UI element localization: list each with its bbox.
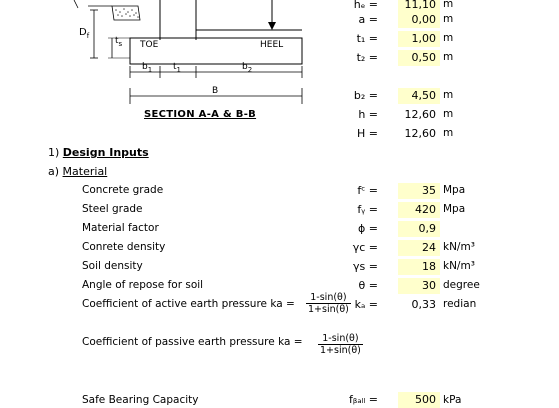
ka-label: Coefficient of active earth pressure ka = [82, 298, 295, 310]
material-value-cell[interactable]: 24 [398, 240, 440, 256]
heel-label: HEEL [260, 40, 284, 50]
bearing-unit: kPa [443, 394, 462, 406]
material-unit: Mpa [443, 203, 466, 215]
b1-subscript: 1 [147, 65, 153, 74]
b2-subscript: 2 [247, 65, 253, 74]
bearing-symbol: fᵦₐₗₗ = [349, 393, 378, 406]
geo-param-symbol: t₂ = [356, 51, 378, 64]
geo-param-symbol: a = [358, 13, 378, 26]
geo-param-symbol: h = [358, 108, 378, 121]
b2-symbol: b [242, 62, 248, 72]
material-value-cell[interactable]: 30 [398, 278, 440, 294]
subsection-a-heading [48, 165, 107, 178]
geo-param-value[interactable]: 0,50 [398, 50, 440, 66]
ka-symbol: kₐ = [354, 298, 378, 311]
geo-param-value: 12,60 [404, 127, 436, 140]
ka-numerator: 1-sin(θ) [306, 292, 351, 304]
geo-param-value[interactable]: 11,10 [398, 0, 440, 13]
geo-param-value: 12,60 [404, 108, 436, 121]
ts-subscript: s [118, 39, 123, 48]
geo-param-unit: m [443, 13, 454, 25]
retaining-wall-section-diagram [0, 0, 330, 125]
kp-label: Coefficient of passive earth pressure ka = [82, 336, 303, 348]
material-symbol: fᵧ = [357, 203, 378, 216]
geo-param-unit: m [443, 51, 454, 63]
material-unit: degree [443, 279, 480, 291]
geo-param-value[interactable]: 1,00 [398, 31, 440, 47]
material-symbol: fᶜ = [357, 184, 378, 197]
b1-label [142, 62, 152, 74]
geo-param-symbol: t₁ = [356, 32, 378, 45]
section-1-title: Design Inputs [62, 146, 149, 159]
df-label [79, 27, 89, 40]
bearing-label: Safe Bearing Capacity [82, 394, 199, 406]
ts-label [115, 36, 122, 48]
t1-symbol: t [173, 62, 177, 72]
material-label: Material factor [82, 222, 159, 234]
geo-param-symbol: b₂ = [353, 89, 378, 102]
geo-param-unit: m [443, 108, 454, 120]
ts-symbol: t [115, 36, 119, 46]
material-value-cell[interactable]: 0,9 [398, 221, 440, 237]
kp-denominator: 1+sin(θ) [320, 345, 361, 356]
material-symbol: ϕ = [358, 222, 378, 235]
material-unit: kN/m³ [443, 260, 475, 272]
section-title: SECTION A-A & B-B [144, 109, 257, 120]
material-label: Conrete density [82, 241, 166, 253]
geo-param-unit: m [443, 89, 454, 101]
material-symbol: θ = [358, 279, 378, 292]
ka-denominator: 1+sin(θ) [308, 304, 349, 315]
t1-label [173, 62, 181, 74]
ka-value: 0,33 [411, 298, 436, 311]
material-symbol: γc = [352, 241, 378, 254]
material-value-cell[interactable]: 420 [398, 202, 440, 218]
geo-param-value[interactable]: 0,00 [398, 12, 440, 28]
b-label: B [212, 86, 219, 96]
t1-subscript: 1 [176, 65, 181, 74]
material-label: Soil density [82, 260, 143, 272]
geo-param-unit: m [443, 0, 454, 10]
material-unit: kN/m³ [443, 241, 475, 253]
b1-symbol: b [142, 62, 148, 72]
section-1-heading [48, 146, 149, 159]
material-unit: Mpa [443, 184, 466, 196]
ka-unit: redian [443, 298, 477, 310]
geo-param-value[interactable]: 4,50 [398, 88, 440, 104]
kp-fraction [318, 333, 363, 356]
material-label: Concrete grade [82, 184, 164, 196]
b2-label [242, 62, 252, 74]
material-symbol: γs = [353, 260, 378, 273]
subsection-a-letter: a) [48, 165, 60, 178]
geo-param-symbol: hₑ = [353, 0, 378, 11]
geo-param-unit: m [443, 127, 454, 139]
material-value-cell[interactable]: 35 [398, 183, 440, 199]
soil-hatch [112, 6, 140, 20]
material-label: Angle of repose for soil [82, 279, 204, 291]
toe-label: TOE [140, 40, 159, 50]
subsection-a-title: Material [62, 165, 108, 178]
kp-numerator: 1-sin(θ) [318, 333, 363, 345]
material-value-cell[interactable]: 18 [398, 259, 440, 275]
material-label: Steel grade [82, 203, 143, 215]
df-subscript: f [86, 32, 90, 40]
geo-param-symbol: H = [357, 127, 378, 140]
df-symbol: D [79, 27, 87, 38]
geo-param-unit: m [443, 32, 454, 44]
bearing-value-cell[interactable]: 500 [398, 392, 440, 408]
section-1-number: 1) [48, 146, 60, 159]
